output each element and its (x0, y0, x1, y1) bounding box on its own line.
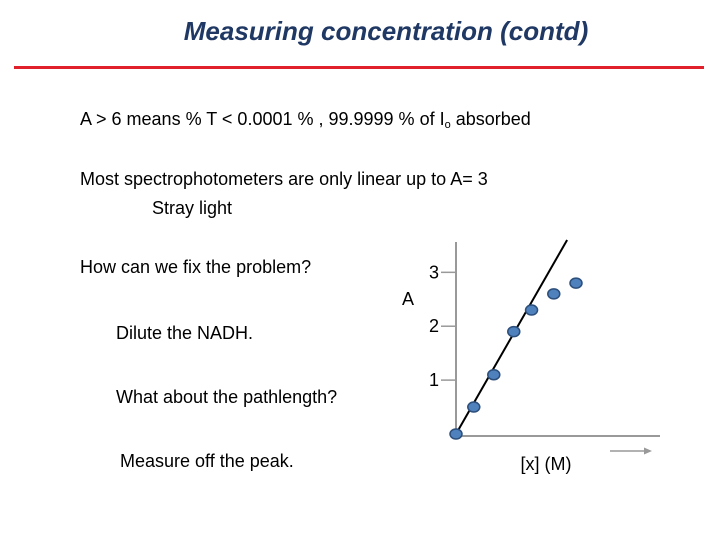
answer-peak: Measure off the peak. (120, 451, 294, 471)
data-point (570, 278, 582, 288)
answer-dilute: Dilute the NADH. (116, 323, 254, 343)
answer-pathlength: What about the pathlength? (116, 387, 338, 407)
x-axis-label: [x] (M) (520, 454, 572, 474)
question-text: How can we fix the problem? (80, 257, 312, 277)
y-tick-label: 3 (428, 262, 440, 283)
data-point (548, 289, 560, 299)
incident-subscript: o (444, 119, 451, 131)
y-tick-label: 1 (428, 370, 440, 391)
data-point (526, 305, 538, 315)
data-point (508, 327, 520, 337)
absorbance-line-suffix: absorbed (450, 109, 531, 129)
data-point (450, 429, 462, 439)
y-axis-label: A (401, 289, 415, 309)
y-tick-label: 2 (428, 316, 440, 337)
x-direction-arrowhead (644, 448, 652, 455)
data-point (468, 402, 480, 412)
data-point (488, 370, 500, 380)
linearity-line: Most spectrophotometers are only linear up to A= 3 (80, 169, 488, 189)
absorbance-line-prefix: A > 6 means % T < 0.0001 % , 99.9999 % of I (80, 109, 445, 129)
slide-title: Measuring concentration (contd) (183, 16, 589, 46)
stray-light-line: Stray light (152, 198, 233, 218)
